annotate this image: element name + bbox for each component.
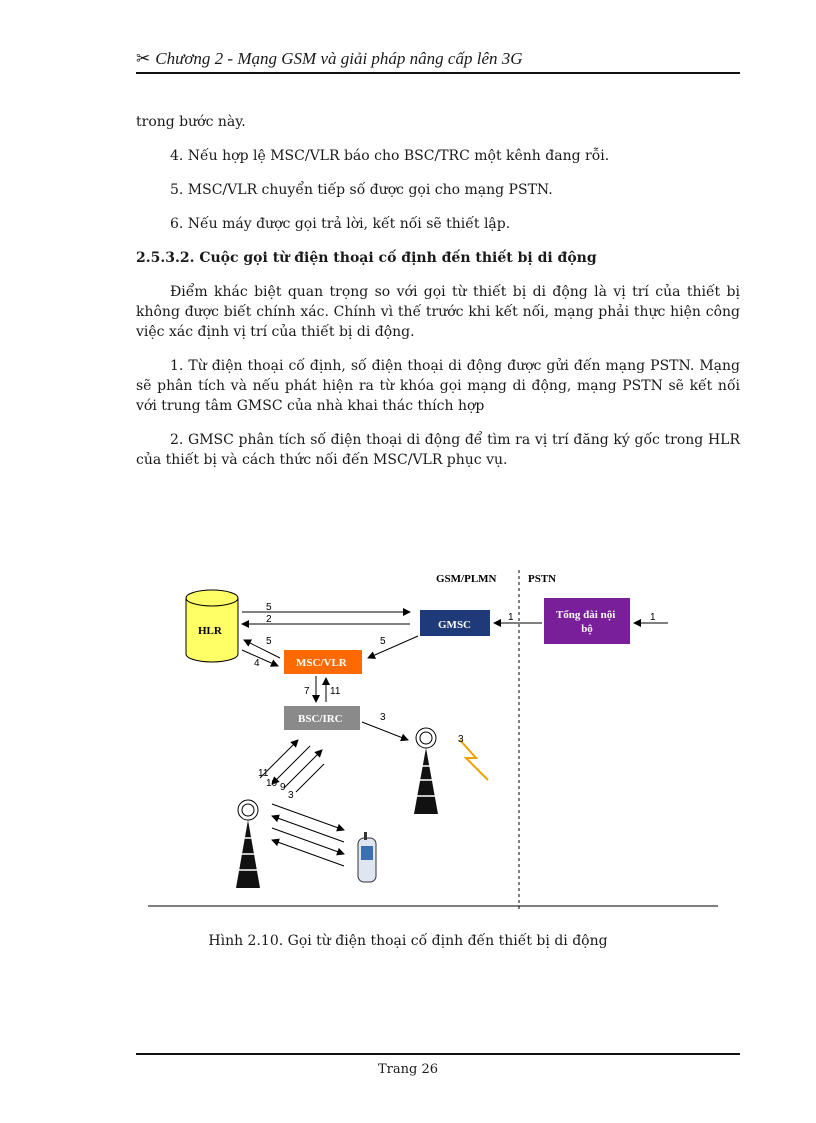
step-label: 7 bbox=[304, 686, 310, 697]
list-item: 4. Nếu hợp lệ MSC/VLR báo cho BSC/TRC một kênh đang rỗi. bbox=[170, 148, 610, 164]
arrow-diagonal bbox=[296, 764, 324, 792]
pbx-box bbox=[544, 598, 630, 644]
cell-tower-icon bbox=[414, 728, 438, 814]
call-flow-diagram bbox=[148, 566, 720, 910]
paragraph: 1. Từ điện thoại cố định, số điện thoại di động được gửi đến mạng PSTN. Mạng sẽ phân tích và nếu phát hiện ra từ khóa gọi mạng di động, mạng PSTN sẽ kết nối với trung tâm GMSC của nhà khai thác thích hợp bbox=[136, 358, 740, 414]
figure-caption: Hình 2.10. Gọi từ điện thoại cố định đến thiết bị di động bbox=[208, 933, 608, 949]
pstn-label: PSTN bbox=[528, 573, 557, 585]
cell-tower-icon bbox=[236, 800, 260, 888]
arrow-tower-to-phone bbox=[272, 804, 344, 830]
scissors-icon: ✂ bbox=[136, 49, 151, 68]
list-item: 6. Nếu máy được gọi trả lời, kết nối sẽ thiết lập. bbox=[170, 216, 511, 232]
page-body bbox=[136, 112, 740, 484]
gsm-plmn-label: GSM/PLMN bbox=[436, 573, 497, 585]
step-label: 9 bbox=[280, 782, 286, 793]
step-label: 5 bbox=[266, 636, 272, 647]
arrow-phone-to-tower bbox=[272, 816, 344, 842]
mobile-phone-icon bbox=[358, 832, 376, 882]
step-label: 10 bbox=[266, 778, 278, 789]
arrow-diagonal bbox=[272, 746, 310, 784]
step-label: 5 bbox=[266, 602, 272, 613]
footer-divider bbox=[136, 1053, 740, 1055]
arrow-tower-to-phone bbox=[272, 828, 344, 854]
step-label: 4 bbox=[254, 658, 260, 669]
msc-vlr-label: MSC/VLR bbox=[296, 657, 347, 669]
step-label: 2 bbox=[266, 614, 272, 625]
step-label: 3 bbox=[380, 712, 386, 723]
paragraph: Điểm khác biệt quan trọng so với gọi từ thiết bị di động là vị trí của thiết bị không được biết chính xác. Chính vì thế trước khi kết nối, mạng phải thực hiện công việc xác định vị trí của thiết bị di động. bbox=[136, 284, 740, 340]
step-label: 1 bbox=[508, 612, 514, 623]
step-label: 5 bbox=[380, 636, 386, 647]
arrow-msc-to-hlr bbox=[244, 640, 280, 658]
step-label: 3 bbox=[288, 790, 294, 801]
bsc-label: BSC/IRC bbox=[298, 713, 343, 725]
arrow-hlr-to-msc bbox=[242, 650, 278, 666]
step-label: 3 bbox=[458, 734, 464, 745]
step-label: 11 bbox=[330, 686, 341, 697]
step-label: 1 bbox=[650, 612, 656, 623]
gmsc-label: GMSC bbox=[438, 619, 471, 631]
pbx-label: Tổng đài nội bộ bbox=[555, 609, 616, 635]
step-label: 11 bbox=[258, 768, 269, 779]
section-heading: 2.5.3.2. Cuộc gọi từ điện thoại cố định đến thiết bị di động bbox=[136, 250, 597, 266]
signal-icon bbox=[458, 734, 488, 780]
hlr-label: HLR bbox=[198, 625, 222, 637]
page-number: Trang 26 bbox=[377, 1062, 438, 1077]
paragraph: trong bước này. bbox=[136, 114, 246, 130]
hlr-database bbox=[186, 590, 238, 662]
chapter-title: Chương 2 - Mạng GSM và giải pháp nâng cấp lên 3G bbox=[155, 49, 523, 68]
page-header bbox=[136, 46, 740, 74]
arrow-phone-to-tower bbox=[272, 840, 344, 866]
arrow-diagonal bbox=[284, 750, 322, 788]
arrow-gmsc-to-msc bbox=[368, 636, 418, 658]
list-item: 5. MSC/VLR chuyển tiếp số được gọi cho mạng PSTN. bbox=[170, 182, 553, 198]
paragraph: 2. GMSC phân tích số điện thoại di động để tìm ra vị trí đăng ký gốc trong HLR của thiết bị và cách thức nối đến MSC/VLR phục vụ. bbox=[136, 432, 740, 468]
arrow-bsc-to-tower bbox=[362, 722, 408, 740]
